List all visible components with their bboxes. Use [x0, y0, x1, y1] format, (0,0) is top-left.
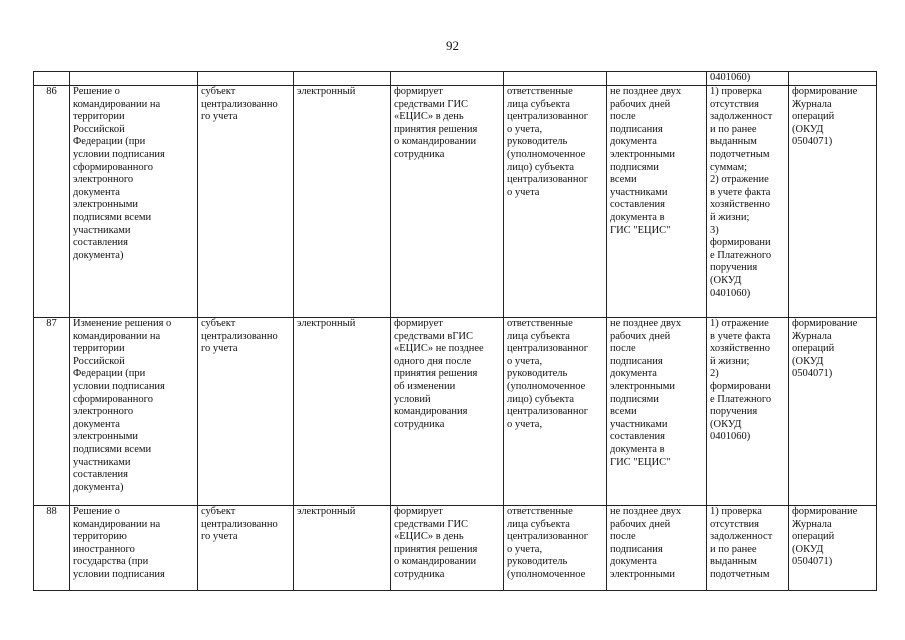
cell-document-name: Решение о командировании на территории Российской Федерации (при условии подписания сформированного электронного документа электронными подписями всеми участниками составления документа): [70, 86, 198, 318]
cell-responsible: ответственные лица субъекта централизованног о учета, руководитель (уполномоченное: [504, 506, 607, 591]
cell-responsible: ответственные лица субъекта централизованног о учета, руководитель (уполномоченное лицо) субъекта централизованног о учета: [504, 86, 607, 318]
cell-procedure: формирует средствами ГИС «ЕЦИС» в день принятия решения о командировании сотрудника: [391, 506, 504, 591]
table-row-continuation: [34, 72, 877, 86]
cell-actions: 0401060): [707, 72, 789, 86]
cell-responsible: ответственные лица субъекта централизованног о учета, руководитель (уполномоченное лицо) субъекта централизованног о учета,: [504, 318, 607, 506]
cell-row-number: 87: [34, 318, 70, 506]
cell-form: электронный: [294, 318, 391, 506]
cell-journal: формирование Журнала операций (ОКУД 0504071): [789, 506, 877, 591]
cell-subject: субъект централизованно го учета: [198, 506, 294, 591]
cell-actions: 1) проверка отсутствия задолженност и по ранее выданным подотчетным: [707, 506, 789, 591]
cell-document-name: Изменение решения о командировании на территории Российской Федерации (при условии подписания сформированного электронного документа электронными подписями всеми участниками составления документа): [70, 318, 198, 506]
cell-form: электронный: [294, 506, 391, 591]
table-row: [34, 506, 877, 591]
cell-row-number: 86: [34, 86, 70, 318]
cell-document-name: Решение о командировании на территорию иностранного государства (при условии подписания: [70, 506, 198, 591]
cell-deadline: не позднее двух рабочих дней после подписания документа электронными подписями всеми участниками составления документа в ГИС "ЕЦИС": [607, 86, 707, 318]
cell-deadline: не позднее двух рабочих дней после подписания документа электронными: [607, 506, 707, 591]
cell-subject: субъект централизованно го учета: [198, 86, 294, 318]
cell-actions: 1) проверка отсутствия задолженност и по ранее выданным подотчетным суммам; 2) отражение в учете факта хозяйственно й жизни; 3) формировани е Платежного поручения (ОКУД 0401060): [707, 86, 789, 318]
cell-journal: формирование Журнала операций (ОКУД 0504071): [789, 318, 877, 506]
cell-deadline: не позднее двух рабочих дней после подписания документа электронными подписями всеми участниками составления документа в ГИС "ЕЦИС": [607, 318, 707, 506]
page-number: 92: [446, 38, 459, 53]
cell-actions: 1) отражение в учете факта хозяйственно й жизни; 2) формировани е Платежного поручения (ОКУД 0401060): [707, 318, 789, 506]
cell-procedure: формирует средствами ГИС «ЕЦИС» в день принятия решения о командировании сотрудника: [391, 86, 504, 318]
cell-journal: формирование Журнала операций (ОКУД 0504071): [789, 86, 877, 318]
cell-procedure: формирует средствами вГИС «ЕЦИС» не позднее одного дня после принятия решения об изменении условий командирования сотрудника: [391, 318, 504, 506]
cell-form: электронный: [294, 86, 391, 318]
cell-subject: субъект централизованно го учета: [198, 318, 294, 506]
table-row: [34, 318, 877, 506]
cell-row-number: 88: [34, 506, 70, 591]
document-table: [33, 71, 877, 591]
table-row: [34, 86, 877, 318]
